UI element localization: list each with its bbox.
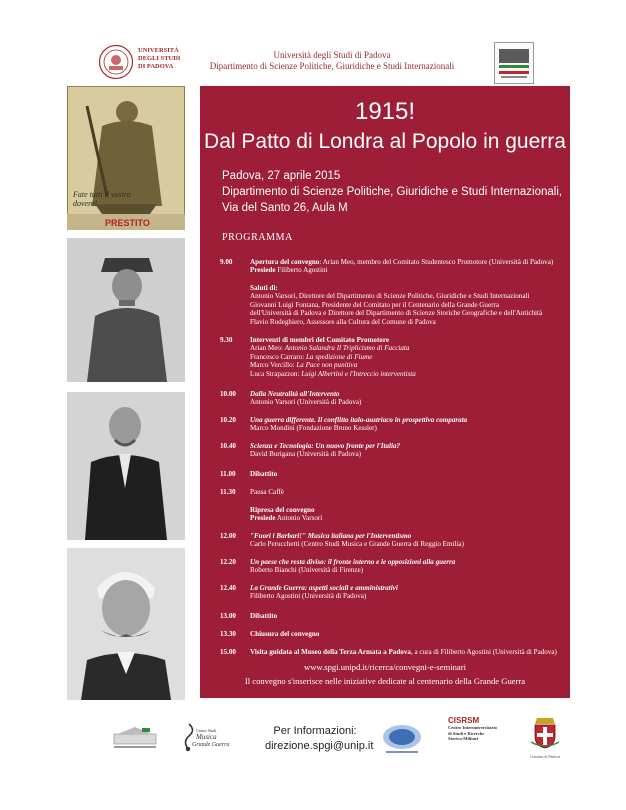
contact-email[interactable]: direzione.spgi@unip.it [265,740,374,752]
speaker-name: Marco Mondini (Fondazione Bruno Kessler) [250,424,377,433]
program-time: 11.00 [220,470,236,478]
speaker-name: Marco Vercillo: [250,361,297,370]
item-text: Antonio Varsori [275,514,323,523]
item-title: Saluti di: [250,284,278,292]
item-title: Ripresa del convegno [250,506,315,514]
conference-emblem-logo [380,722,424,756]
program-time: 13.00 [220,612,236,620]
item-text: dell'Università di Padova e Direttore del Dipartimento di Scienze Storiche Geografiche e dell'Antichità [250,309,543,318]
website-link[interactable]: www.spgi.unipd.it/ricerca/convegni-e-seminari [304,662,466,672]
centenary-note: Il convegno s'inserisce nelle iniziative dedicate al centenario della Grande Guerra [244,676,526,686]
cisrsm-line: Storico-Militari [448,736,479,741]
speaker-name: Filiberto Agostini (Università di Padova) [250,592,367,601]
item-text: : Arian Meo, membro del Comitato Studentesco Promotore (Università di Padova) [319,258,554,266]
musica-grande-guerra-logo [182,722,230,756]
speaker-name: Antonio Varsori (Università di Padova) [250,398,362,407]
speaker-name: Arian Meo: [250,344,285,353]
item-text: Flavio Rodeghiero, Assessore alla Cultura del Comune di Padova [250,317,436,326]
header-title [160,50,504,72]
speaker-name: Luca Strapazzon: [250,369,302,378]
poster-slogan: Fate tutti il vostro dovere! [73,190,131,208]
item-title: Interventi di membri del Comitato Promotore [250,336,390,344]
item-title: Dibattito [250,612,278,620]
propaganda-poster-image [67,86,185,230]
talk-title: Dalla Neutralità all'Intervento [250,390,340,398]
event-title-year: 1915! [354,98,416,125]
item-text: Antonio Varsori, Direttore del Dipartimento di Scienze Politiche, Giuridiche e Studi Internazionali [250,292,530,301]
university-name-line: DEGLI STUDI [138,55,181,62]
speaker-name: David Burigana (Università di Padova) [250,450,362,459]
cisrsm-line: Centro Interuniversitario [448,725,498,730]
program-panel [200,86,570,698]
comune-label: Comune di Padova [529,754,561,759]
elder-portrait-photo [67,548,185,700]
program-time: 12.20 [220,558,236,566]
item-text: Giovanni Luigi Fontana, Presidente del Comitato per il Centenario della Grande Guerra [250,300,499,309]
university-name-line: DI PADOVA [138,63,174,70]
musica-label-1: Centro Studi [196,728,217,733]
program-time: 10.40 [220,442,236,450]
department-heading: Dipartimento di Scienze Politiche, Giuridiche e Studi Internazionali [209,61,455,71]
talk-title: Un paese che resta diviso: il fronte interno e le opposizioni alla guerra [250,558,456,566]
talk-title: "Fuori i Barbari!" Musica italiana per l'Interventismo [250,532,412,540]
poster-banner: PRESTITO [105,218,150,228]
musica-label-3: Grande Guerra [192,742,230,748]
program-heading: PROGRAMMA [222,232,293,243]
talk-title: Luigi Albertini e l'Intreccio interventista [301,369,416,378]
event-date: Padova, 27 aprile 2015 [222,170,341,182]
statesman-portrait-photo [67,392,185,540]
speaker-name: Francesco Carraro: [250,352,306,361]
item-label: Apertura del convegno [250,258,320,266]
contact-block [265,724,374,754]
item-title: Visita guidata al Museo della Terza Armata a Padova [250,648,411,656]
item-title: Dibattito [250,470,278,478]
university-heading: Università degli Studi di Padova [273,50,391,60]
committee-logo [112,726,158,752]
talk-title: La Grande Guerra: aspetti sociali e amministrativi [250,584,398,592]
speaker-name: Roberto Bianchi (Università di Firenze) [250,566,364,575]
program-time: 9.30 [220,336,233,344]
item-title: Chiusura del convegno [250,630,320,638]
talk-title: Scienza e Tecnologia: Un nuovo fronte per l'Italia? [250,442,401,450]
event-department: Dipartimento di Scienze Politiche, Giuridiche e Studi Internazionali, [222,186,563,198]
program-time: 12.00 [220,532,236,540]
program-time: 12.40 [220,584,236,592]
speaker-name: Carlo Perucchetti (Centro Studi Musica e Grande Guerra di Reggio Emilia) [250,540,464,549]
program-time: 10.20 [220,416,236,424]
item-text: , a cura di Filiberto Agostini (Università di Padova) [410,648,557,656]
program-time: 15.00 [220,648,236,656]
museum-logo [494,42,534,84]
talk-title: Una guerra differente. Il conflitto italo-austriaco in prospettiva comparata [250,416,468,424]
officer-portrait-photo [67,238,185,382]
university-seal-logo [98,44,134,80]
item-label: Presiede [250,514,276,523]
comune-padova-logo [528,716,562,760]
talk-title: La Pace non punitiva [296,361,358,370]
university-name-line: UNIVERSITÀ [138,47,179,54]
item-label: Presiede [250,266,276,275]
contact-label: Per Informazioni: [273,725,357,737]
event-address: Via del Santo 26, Aula M [222,202,348,214]
event-title: Dal Patto di Londra al Popolo in guerra [204,130,566,153]
cisrsm-logo [448,716,508,756]
musica-label-2: Musica [196,733,217,741]
program-time: 9.00 [220,258,233,266]
item-text: Filiberto Agostini [275,266,328,275]
talk-title: Antonio Salandra Il Triplicismo di Facciata [284,344,410,353]
item-text: Pausa Caffè [250,488,284,496]
talk-title: La spedizione di Fiume [305,352,373,361]
cisrsm-line: di Studi e Ricerche [448,730,485,736]
cisrsm-title: CISRSM [448,716,480,725]
program-time: 13.30 [220,630,236,638]
program-time: 10.00 [220,390,236,398]
program-time: 11.30 [220,488,236,496]
